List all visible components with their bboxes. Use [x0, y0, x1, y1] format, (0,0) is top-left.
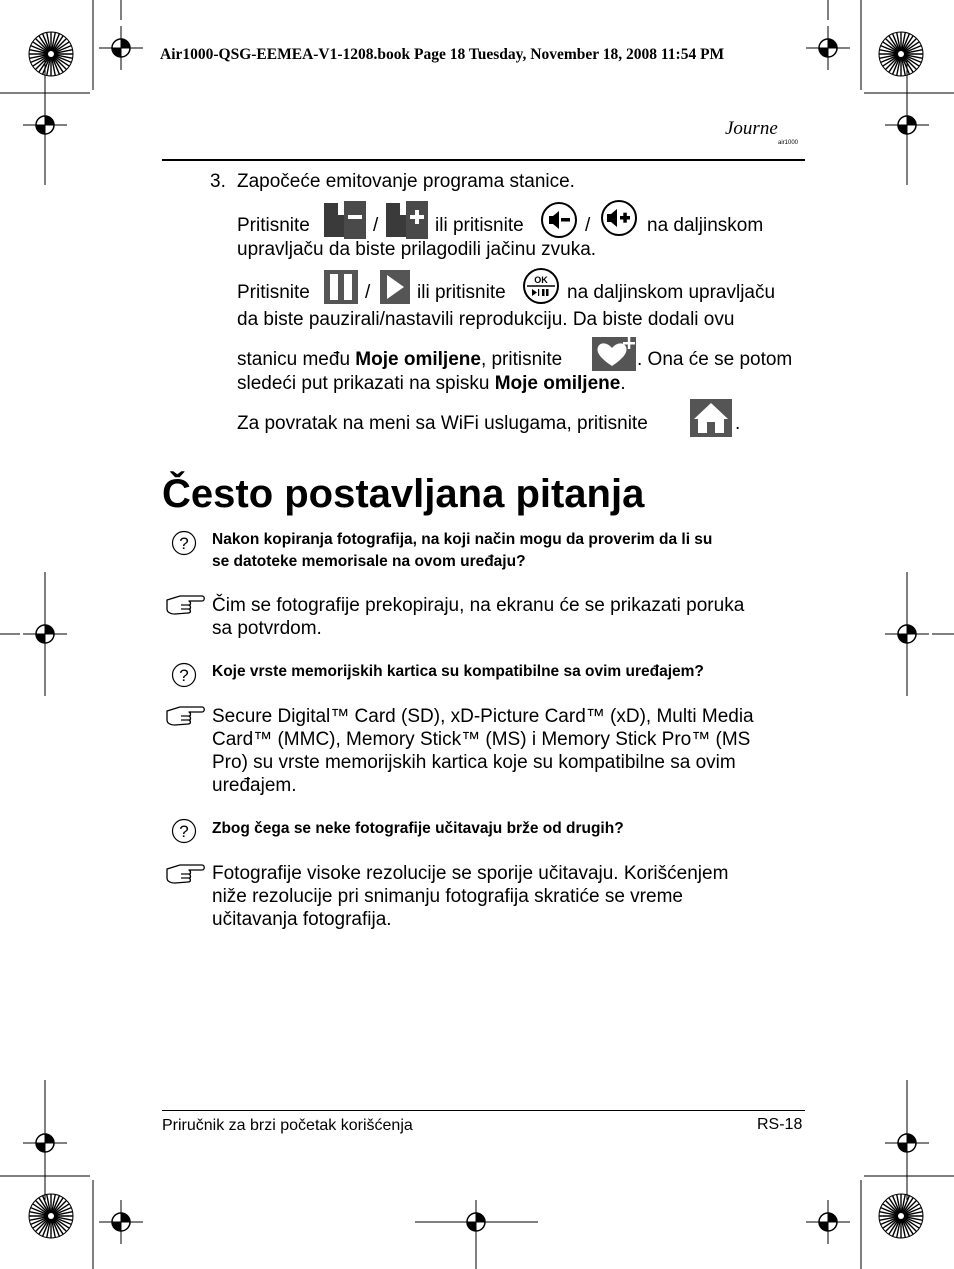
heart-plus-icon: [592, 337, 636, 371]
para2-a: Pritisnite: [237, 282, 310, 303]
svg-text:?: ?: [179, 822, 189, 841]
plus-button-icon: [386, 201, 428, 239]
pause-icon: [324, 270, 358, 304]
footer-rule: [162, 1110, 805, 1111]
brand-logo: [725, 118, 778, 140]
faq-1-answer-line1: Čim se fotografije prekopiraju, na ekranu će se prikazati poruka: [212, 595, 745, 616]
para4-a: Za povratak na meni sa WiFi uslugama, pritisnite: [237, 413, 648, 434]
remote-volume-down-icon: [540, 201, 578, 239]
faq-2-answer-line4: uređajem.: [212, 775, 297, 796]
para1-sep1: /: [373, 215, 379, 236]
para3-a: stanicu među: [237, 349, 356, 370]
faq-3-answer-line1: Fotografije visoke rezolucije se sporije učitavaju. Korišćenjem: [212, 863, 729, 884]
faq-2-answer-line3: Pro) su vrste memorijskih kartica koje su kompatibilne sa ovim: [212, 752, 736, 773]
para1-sep2: /: [585, 215, 591, 236]
para2-sep: /: [365, 282, 371, 303]
faq-1-question-line2: se datoteke memorisale na ovom uređaju?: [212, 553, 526, 570]
footer-title: Priručnik za brzi početak korišćenja: [162, 1117, 413, 1134]
minus-button-icon: [324, 201, 366, 239]
pointing-hand-icon: [164, 703, 206, 729]
faq-3-answer-line2: niže rezolucije pri snimanju fotografija skratiće se vreme: [212, 886, 683, 907]
para1-line2: upravljaču da biste prilagodili jačinu zvuka.: [237, 239, 597, 260]
faq-2-answer-line1: Secure Digital™ Card (SD), xD-Picture Card™ (xD), Multi Media: [212, 706, 754, 727]
page-number: RS-18: [757, 1116, 803, 1133]
para1-b: ili pritisnite: [435, 215, 524, 236]
faq-3-question-line1: Zbog čega se neke fotografije učitavaju brže od drugih?: [212, 820, 624, 837]
step-number: 3.: [210, 171, 226, 192]
para1-c: na daljinskom: [647, 215, 764, 236]
favorites-term: Moje omiljene: [355, 349, 481, 370]
question-icon: [171, 818, 197, 844]
para1-a: Pritisnite: [237, 215, 310, 236]
para3-line2a: sledeći put prikazati na spisku: [237, 373, 495, 394]
faq-2-answer-line2: Card™ (MMC), Memory Stick™ (MS) i Memory Stick Pro™ (MS: [212, 729, 751, 750]
faq-1-answer-line2: sa potvrdom.: [212, 618, 322, 639]
remote-ok-play-pause-icon: [522, 267, 560, 305]
question-icon: [171, 530, 197, 556]
svg-text:OK: OK: [534, 275, 548, 285]
para3-line2b: .: [620, 373, 626, 394]
para4-b: .: [735, 413, 741, 434]
para3-line1: [237, 348, 562, 371]
faq-3-answer-line3: učitavanja fotografija.: [212, 909, 392, 930]
para3-b: , pritisnite: [480, 349, 563, 370]
svg-text:?: ?: [179, 534, 189, 553]
play-icon: [380, 270, 410, 304]
step-text: Započeće emitovanje programa stanice.: [237, 171, 575, 192]
logo-brand: Journe: [725, 118, 778, 139]
pointing-hand-icon: [164, 861, 206, 887]
pointing-hand-icon: [164, 592, 206, 618]
page-title: Često postavljana pitanja: [162, 472, 645, 516]
para2-line2: da biste pauzirali/nastavili reprodukciju. Da biste dodali ovu: [237, 309, 735, 330]
faq-2-question-line1: Koje vrste memorijskih kartica su kompatibilne sa ovim uređajem?: [212, 663, 704, 680]
favorites-term-2: Moje omiljene: [494, 373, 621, 394]
para2-c: na daljinskom upravljaču: [567, 282, 776, 303]
logo-model: air1000: [778, 140, 799, 146]
svg-text:?: ?: [179, 666, 189, 685]
faq-1-question-line1: Nakon kopiranja fotografija, na koji način mogu da proverim da li su: [212, 531, 713, 548]
question-icon: [171, 662, 197, 688]
remote-volume-up-icon: [600, 199, 638, 237]
para3-line2: [237, 372, 626, 395]
home-icon: [690, 399, 732, 437]
para3-c: . Ona će se potom: [637, 349, 793, 370]
print-header: Air1000-QSG-EEMEA-V1-1208.book Page 18 Tuesday, November 18, 2008 11:54 PM: [160, 46, 725, 63]
para2-b: ili pritisnite: [417, 282, 506, 303]
header-rule: [162, 159, 805, 161]
